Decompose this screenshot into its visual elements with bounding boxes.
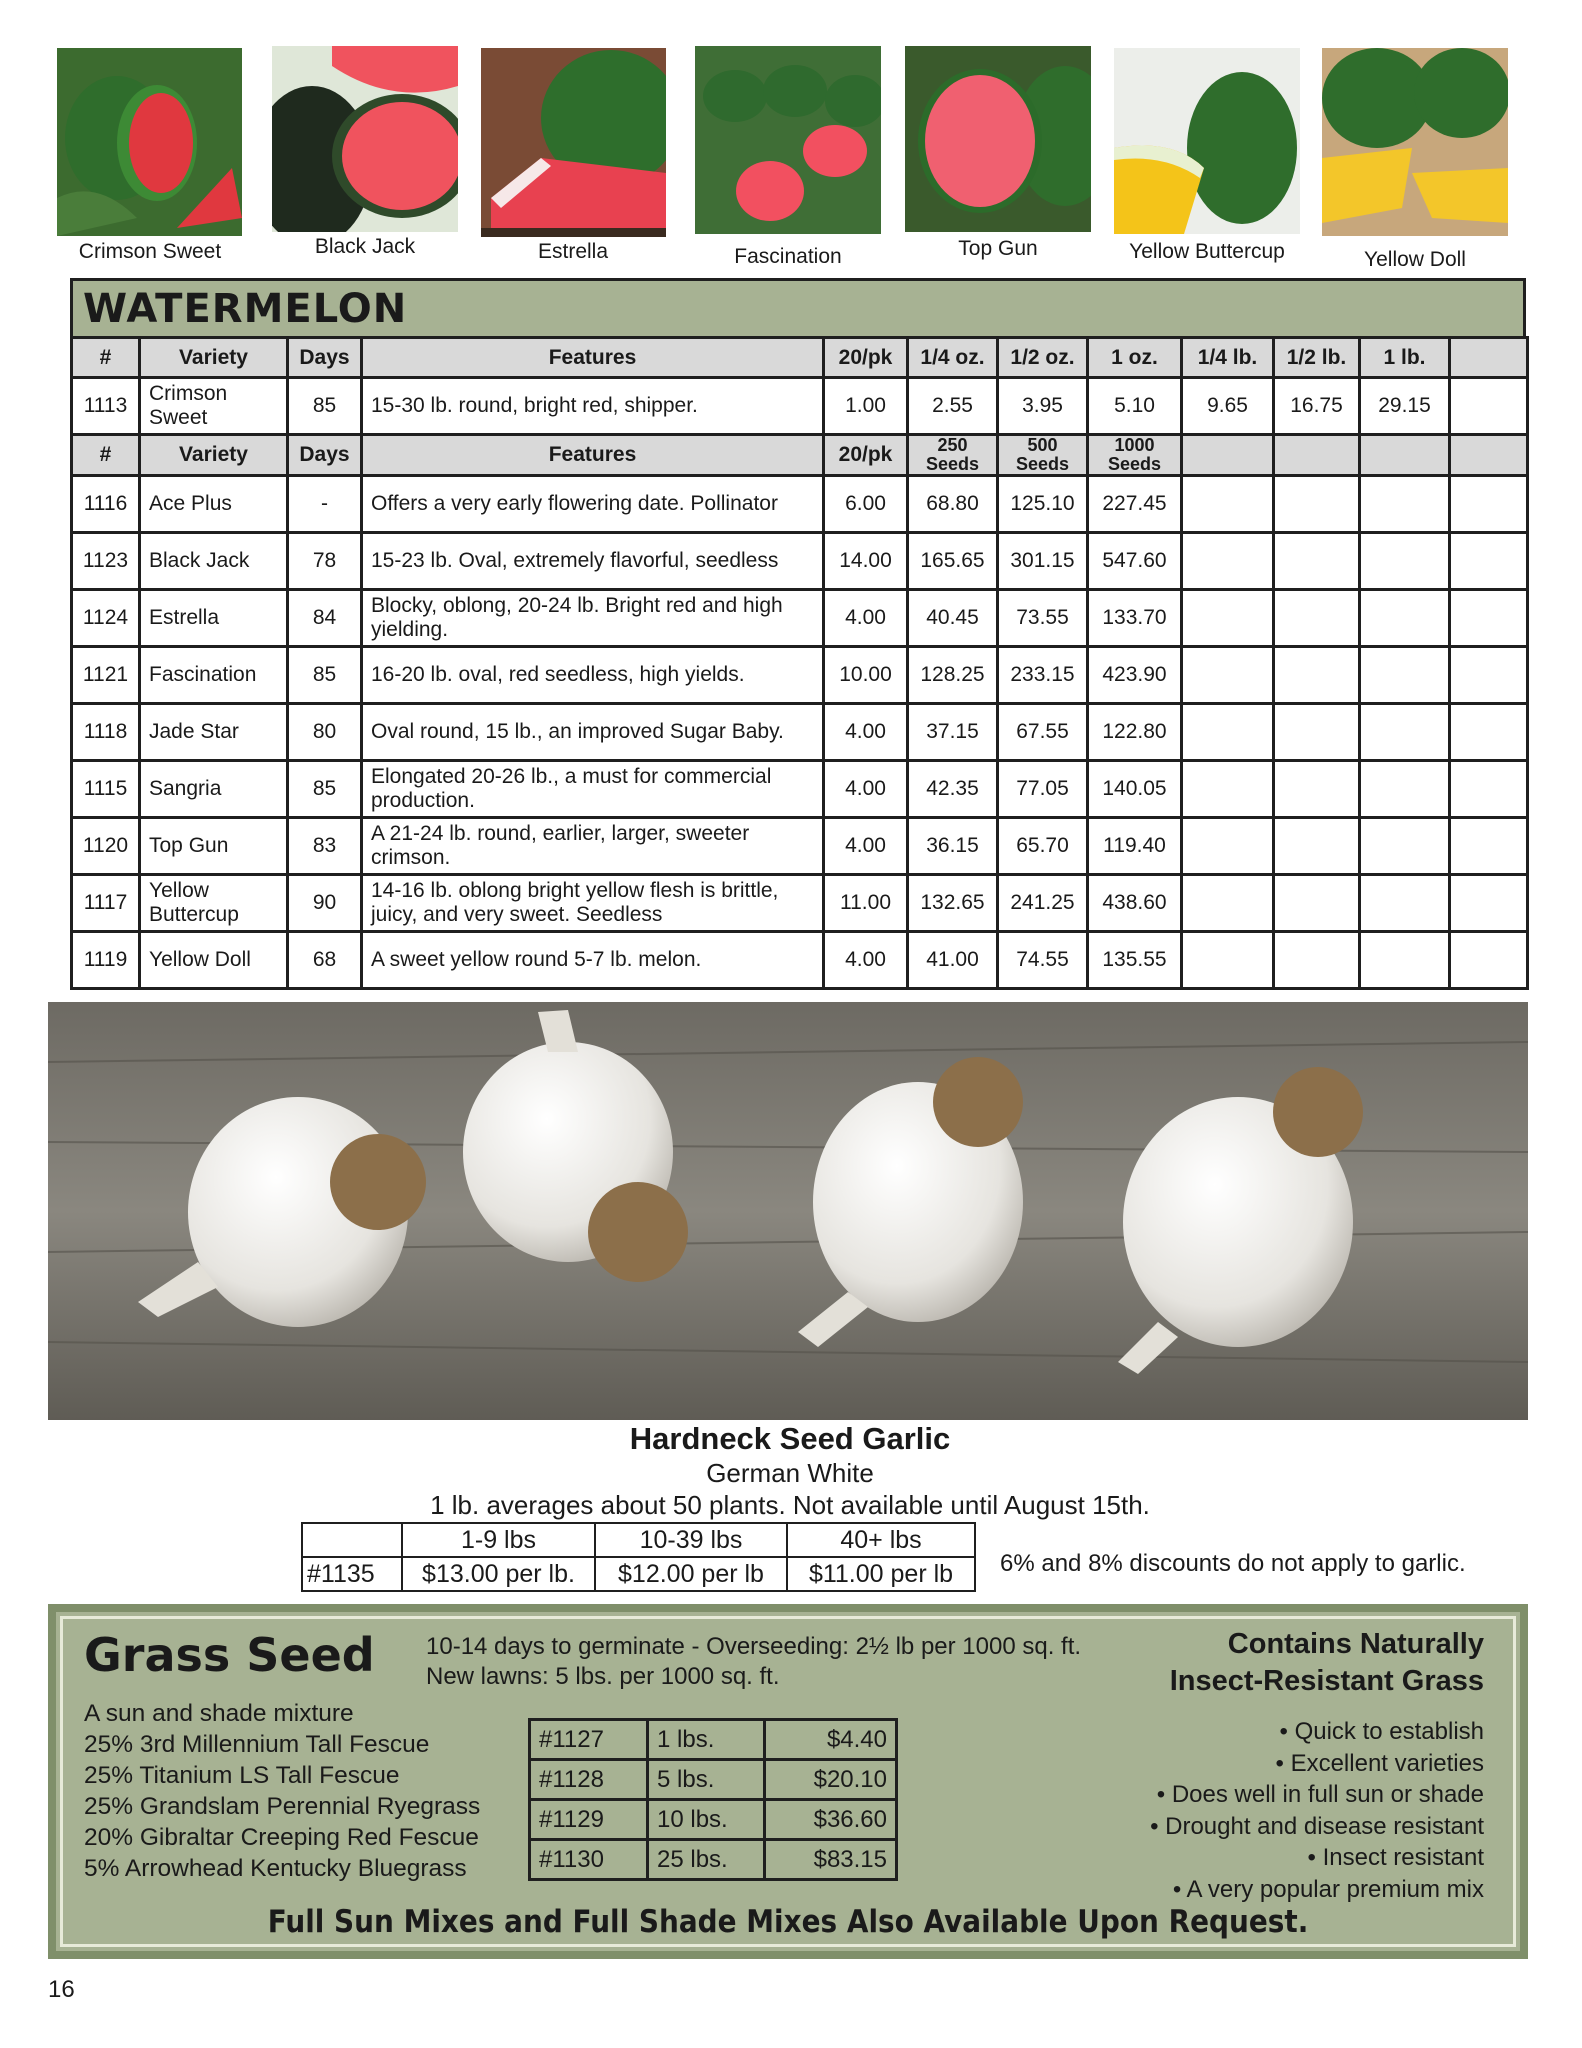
- table-cell: 74.55: [998, 932, 1088, 989]
- table-cell: [1274, 533, 1360, 590]
- header-cell: 1/4 lb.: [1182, 338, 1274, 378]
- table-row: [72, 932, 1528, 989]
- table-cell: [1274, 761, 1360, 818]
- table-cell: [1360, 647, 1450, 704]
- header-cell: 40+ lbs: [787, 1523, 975, 1557]
- feature-bullet: • A very popular premium mix: [1172, 1875, 1484, 1903]
- table-cell: $83.15: [765, 1840, 897, 1880]
- table-cell: $12.00 per lb: [595, 1557, 787, 1591]
- header-cell: [1274, 435, 1360, 476]
- table-cell: [1360, 533, 1450, 590]
- header-cell: [1450, 435, 1528, 476]
- table-cell: 29.15: [1360, 378, 1450, 435]
- table-row: [72, 818, 1528, 875]
- table-cell: 438.60: [1088, 875, 1182, 932]
- table-cell: [1360, 761, 1450, 818]
- grass-seed-title: Grass Seed: [84, 1628, 375, 1682]
- garlic-title: Hardneck Seed Garlic: [629, 1421, 951, 1456]
- table-cell: #1128: [530, 1760, 648, 1800]
- table-header-row: [72, 338, 1528, 378]
- table-cell: [1360, 476, 1450, 533]
- table-cell: 1119: [72, 932, 140, 989]
- caption-yellow-doll: Yellow Doll: [1364, 248, 1466, 271]
- table-cell: Fascination: [140, 647, 288, 704]
- grass-price-table: [528, 1718, 898, 1881]
- table-cell: #1127: [530, 1720, 648, 1760]
- grass-price-body: [530, 1720, 897, 1880]
- table-cell: 4.00: [824, 761, 908, 818]
- header-cell: #: [72, 435, 140, 476]
- table-cell: 80: [288, 704, 362, 761]
- table-cell: #1129: [530, 1800, 648, 1840]
- table-cell: [1360, 818, 1450, 875]
- table-row: [530, 1840, 897, 1880]
- header-cell: #: [72, 338, 140, 378]
- table-cell: #1135: [302, 1557, 402, 1591]
- table-cell: [1360, 875, 1450, 932]
- table-cell: [1274, 647, 1360, 704]
- table-cell: Sangria: [140, 761, 288, 818]
- table-cell: [1450, 590, 1528, 647]
- table-cell: [1182, 932, 1274, 989]
- table-cell: 83: [288, 818, 362, 875]
- table-cell: 1 lbs.: [648, 1720, 765, 1760]
- table-cell: 9.65: [1182, 378, 1274, 435]
- header-cell: 20/pk: [824, 338, 908, 378]
- header-cell: 1-9 lbs: [402, 1523, 595, 1557]
- garlic-note: 1 lb. averages about 50 plants. Not available until August 15th.: [430, 1490, 1150, 1520]
- table-cell: 65.70: [998, 818, 1088, 875]
- table-cell: [1274, 875, 1360, 932]
- table-cell: 68: [288, 932, 362, 989]
- table-header-row: [72, 435, 1528, 476]
- table-cell: 16.75: [1274, 378, 1360, 435]
- header-cell: Features: [362, 435, 824, 476]
- mixture-item: 5% Arrowhead Kentucky Bluegrass: [84, 1855, 467, 1882]
- table-cell: 67.55: [998, 704, 1088, 761]
- table-cell: [1450, 704, 1528, 761]
- table-cell: Top Gun: [140, 818, 288, 875]
- table-cell: Yellow Buttercup: [140, 875, 288, 932]
- table-cell: 135.55: [1088, 932, 1182, 989]
- header-cell: 1/2 oz.: [998, 338, 1088, 378]
- table-cell: 73.55: [998, 590, 1088, 647]
- table-cell: 4.00: [824, 932, 908, 989]
- table-cell: 10.00: [824, 647, 908, 704]
- table-cell: 1117: [72, 875, 140, 932]
- table-cell: 119.40: [1088, 818, 1182, 875]
- mixture-item: A sun and shade mixture: [84, 1700, 354, 1727]
- table-cell: Jade Star: [140, 704, 288, 761]
- table-cell: 125.10: [998, 476, 1088, 533]
- table-cell: 133.70: [1088, 590, 1182, 647]
- table-cell: [1450, 476, 1528, 533]
- feature-bullet: • Quick to establish: [1279, 1718, 1484, 1745]
- table-cell: 165.65: [908, 533, 998, 590]
- mixture-item: 25% Grandslam Perennial Ryegrass: [84, 1793, 481, 1820]
- page-number: 16: [48, 1976, 75, 2003]
- watermelon-price-table: [70, 336, 1529, 990]
- table-header-row: [302, 1523, 975, 1557]
- header-cell: Days: [288, 338, 362, 378]
- table-cell: [1360, 704, 1450, 761]
- caption-yellow-buttercup: Yellow Buttercup: [1129, 240, 1285, 263]
- caption-fascination: Fascination: [734, 245, 842, 268]
- header-cell: Variety: [140, 435, 288, 476]
- germination-line: New lawns: 5 lbs. per 1000 sq. ft.: [426, 1663, 780, 1690]
- table-cell: Yellow Doll: [140, 932, 288, 989]
- table-cell: [1182, 476, 1274, 533]
- header-cell: 1/4 oz.: [908, 338, 998, 378]
- table-cell: Crimson Sweet: [140, 378, 288, 435]
- table-cell: #1130: [530, 1840, 648, 1880]
- table-cell: $11.00 per lb: [787, 1557, 975, 1591]
- caption-crimson-sweet: Crimson Sweet: [78, 240, 222, 263]
- feature-bullet: • Excellent varieties: [1275, 1749, 1484, 1777]
- photo-yellow-buttercup: [1114, 48, 1300, 234]
- table-cell: 4.00: [824, 704, 908, 761]
- photo-crimson-sweet: [57, 48, 242, 236]
- table-cell: [1450, 533, 1528, 590]
- garlic-price-table: [301, 1522, 976, 1592]
- table-cell: 547.60: [1088, 533, 1182, 590]
- table-cell: [1182, 647, 1274, 704]
- table-cell: $36.60: [765, 1800, 897, 1840]
- watermelon-table-body: [72, 476, 1528, 989]
- header-cell: 20/pk: [824, 435, 908, 476]
- header-cell: Variety: [140, 338, 288, 378]
- table-cell: Ace Plus: [140, 476, 288, 533]
- table-row: [72, 476, 1528, 533]
- heading-line: Insect-Resistant Grass: [1169, 1665, 1484, 1697]
- table-cell: 15-23 lb. Oval, extremely flavorful, seedless: [362, 533, 824, 590]
- header-cell: 500 Seeds: [998, 435, 1088, 476]
- mixture-item: 20% Gibraltar Creeping Red Fescue: [84, 1824, 479, 1851]
- table-row: [72, 704, 1528, 761]
- caption-top-gun: Top Gun: [958, 237, 1038, 260]
- table-cell: 2.55: [908, 378, 998, 435]
- table-cell: $13.00 per lb.: [402, 1557, 595, 1591]
- table-cell: 37.15: [908, 704, 998, 761]
- table-cell: 1121: [72, 647, 140, 704]
- table-cell: Oval round, 15 lb., an improved Sugar Baby.: [362, 704, 824, 761]
- table-cell: [1450, 875, 1528, 932]
- table-cell: $4.40: [765, 1720, 897, 1760]
- table-cell: 241.25: [998, 875, 1088, 932]
- table-cell: [1182, 533, 1274, 590]
- table-cell: 423.90: [1088, 647, 1182, 704]
- table-cell: 233.15: [998, 647, 1088, 704]
- table-cell: [1182, 818, 1274, 875]
- table-cell: A sweet yellow round 5-7 lb. melon.: [362, 932, 824, 989]
- header-cell: [1182, 435, 1274, 476]
- table-cell: [1182, 704, 1274, 761]
- table-cell: 40.45: [908, 590, 998, 647]
- table-cell: 84: [288, 590, 362, 647]
- table-cell: 16-20 lb. oval, red seedless, high yields.: [362, 647, 824, 704]
- header-cell: 250 Seeds: [908, 435, 998, 476]
- table-cell: 5 lbs.: [648, 1760, 765, 1800]
- garlic-variety: German White: [706, 1458, 874, 1488]
- table-cell: 227.45: [1088, 476, 1182, 533]
- photo-yellow-doll: [1322, 48, 1508, 236]
- table-cell: Estrella: [140, 590, 288, 647]
- table-cell: [1450, 818, 1528, 875]
- table-cell: 85: [288, 378, 362, 435]
- grass-seed-panel: [48, 1604, 1528, 1959]
- garlic-photo: [48, 1002, 1528, 1420]
- germination-line: 10-14 days to germinate - Overseeding: 2½ lb per 1000 sq. ft.: [426, 1633, 1082, 1660]
- table-row: [530, 1720, 897, 1760]
- table-cell: [1182, 590, 1274, 647]
- insect-resistant-heading: [1170, 1626, 1484, 1700]
- table-cell: 90: [288, 875, 362, 932]
- table-cell: 128.25: [908, 647, 998, 704]
- table-cell: 1118: [72, 704, 140, 761]
- table-cell: 85: [288, 761, 362, 818]
- table-cell: Blocky, oblong, 20-24 lb. Bright red and high yielding.: [362, 590, 824, 647]
- germination-info: [426, 1632, 1081, 1692]
- table-cell: [1274, 590, 1360, 647]
- table-cell: [1182, 761, 1274, 818]
- table-cell: 140.05: [1088, 761, 1182, 818]
- watermelon-section-title: WATERMELON: [70, 278, 1526, 336]
- table-row: [72, 647, 1528, 704]
- table-cell: [1360, 590, 1450, 647]
- table-row: [72, 533, 1528, 590]
- table-cell: 6.00: [824, 476, 908, 533]
- table-cell: 1113: [72, 378, 140, 435]
- caption-estrella: Estrella: [537, 240, 609, 263]
- grass-feature-list: [1150, 1716, 1484, 1905]
- table-cell: 4.00: [824, 818, 908, 875]
- table-cell: 78: [288, 533, 362, 590]
- photo-black-jack: [272, 46, 458, 232]
- table-row: [72, 590, 1528, 647]
- table-cell: [1274, 932, 1360, 989]
- table-cell: 14-16 lb. oblong bright yellow flesh is brittle, juicy, and very sweet. Seedless: [362, 875, 824, 932]
- table-cell: $20.10: [765, 1760, 897, 1800]
- header-cell: 1 oz.: [1088, 338, 1182, 378]
- table-cell: 10 lbs.: [648, 1800, 765, 1840]
- photo-top-gun: [905, 46, 1091, 232]
- table-cell: [1450, 761, 1528, 818]
- table-cell: Black Jack: [140, 533, 288, 590]
- table-cell: Offers a very early flowering date. Pollinator: [362, 476, 824, 533]
- variety-photo-strip: [0, 0, 1582, 275]
- header-cell: 1 lb.: [1360, 338, 1450, 378]
- table-row: [530, 1760, 897, 1800]
- table-cell: 1.00: [824, 378, 908, 435]
- table-cell: 122.80: [1088, 704, 1182, 761]
- feature-bullet: • Does well in full sun or shade: [1156, 1781, 1484, 1808]
- table-cell: 11.00: [824, 875, 908, 932]
- table-row: [72, 761, 1528, 818]
- table-cell: 1123: [72, 533, 140, 590]
- table-cell: 14.00: [824, 533, 908, 590]
- photo-estrella: [481, 48, 666, 237]
- grass-footer-note: Full Sun Mixes and Full Shade Mixes Also Available Upon Request.: [267, 1904, 1309, 1940]
- table-cell: 1124: [72, 590, 140, 647]
- table-cell: 68.80: [908, 476, 998, 533]
- table-row: [72, 378, 1528, 435]
- seed-mixture-list: [84, 1698, 480, 1884]
- table-cell: [1360, 932, 1450, 989]
- header-cell: Features: [362, 338, 824, 378]
- table-cell: 301.15: [998, 533, 1088, 590]
- table-cell: 36.15: [908, 818, 998, 875]
- caption-black-jack: Black Jack: [314, 235, 416, 258]
- table-cell: -: [288, 476, 362, 533]
- table-cell: 1120: [72, 818, 140, 875]
- table-cell: 1116: [72, 476, 140, 533]
- header-cell: [302, 1523, 402, 1557]
- header-cell: [1450, 338, 1528, 378]
- mixture-item: 25% Titanium LS Tall Fescue: [84, 1762, 400, 1789]
- header-cell: [1360, 435, 1450, 476]
- heading-line: Contains Naturally: [1227, 1628, 1484, 1660]
- table-cell: [1182, 875, 1274, 932]
- header-cell: 1000 Seeds: [1088, 435, 1182, 476]
- table-cell: 3.95: [998, 378, 1088, 435]
- table-cell: 42.35: [908, 761, 998, 818]
- header-cell: 10-39 lbs: [595, 1523, 787, 1557]
- header-cell: 1/2 lb.: [1274, 338, 1360, 378]
- feature-bullet: • Drought and disease resistant: [1150, 1812, 1484, 1840]
- photo-fascination: [695, 46, 881, 234]
- table-cell: 4.00: [824, 590, 908, 647]
- table-cell: [1274, 704, 1360, 761]
- table-row: [530, 1800, 897, 1840]
- mixture-item: 25% 3rd Millennium Tall Fescue: [84, 1731, 430, 1758]
- table-cell: 85: [288, 647, 362, 704]
- table-row: [302, 1557, 975, 1591]
- table-cell: [1450, 647, 1528, 704]
- table-cell: Elongated 20-26 lb., a must for commercial production.: [362, 761, 824, 818]
- table-cell: 41.00: [908, 932, 998, 989]
- header-cell: Days: [288, 435, 362, 476]
- table-row: [72, 875, 1528, 932]
- table-cell: 5.10: [1088, 378, 1182, 435]
- table-cell: A 21-24 lb. round, earlier, larger, sweeter crimson.: [362, 818, 824, 875]
- table-cell: 132.65: [908, 875, 998, 932]
- table-cell: 77.05: [998, 761, 1088, 818]
- feature-bullet: • Insect resistant: [1307, 1844, 1484, 1871]
- table-cell: 1115: [72, 761, 140, 818]
- table-cell: [1450, 378, 1528, 435]
- garlic-discount-note: 6% and 8% discounts do not apply to garlic.: [1000, 1550, 1466, 1577]
- table-cell: 15-30 lb. round, bright red, shipper.: [362, 378, 824, 435]
- table-cell: 25 lbs.: [648, 1840, 765, 1880]
- table-cell: [1274, 476, 1360, 533]
- table-cell: [1274, 818, 1360, 875]
- table-cell: [1450, 932, 1528, 989]
